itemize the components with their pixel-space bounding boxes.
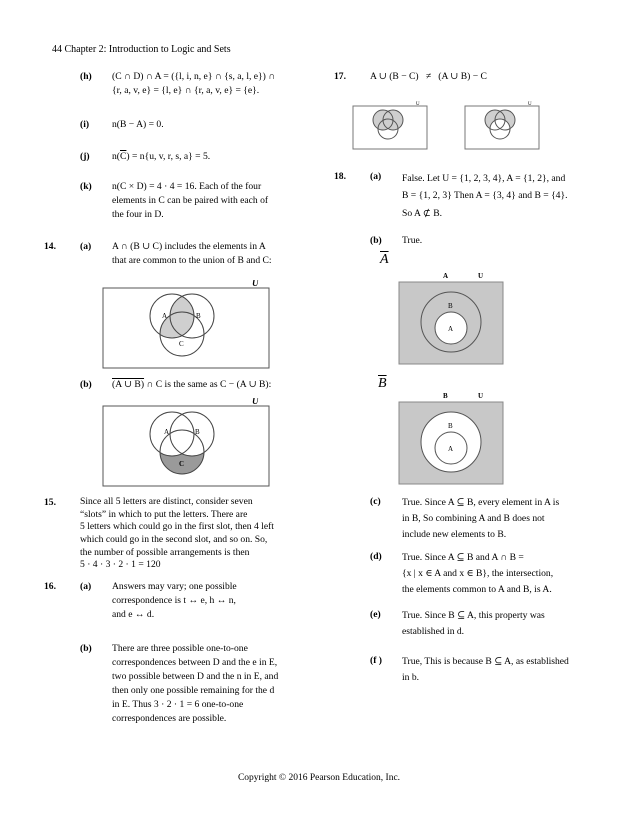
item-text: “slots” in which to put the letters. There are xyxy=(80,508,248,520)
page-header: 44 Chapter 2: Introduction to Logic and Sets xyxy=(52,44,231,55)
figure-title-a-bar xyxy=(380,250,389,270)
item-i xyxy=(80,118,164,132)
item-text: correspondence is t ↔ e, h ↔ n, xyxy=(112,594,236,606)
item-text: correspondences are possible. xyxy=(112,712,227,724)
item-text: the number of possible arrangements is then xyxy=(80,546,250,558)
venn-diagram-14b xyxy=(102,398,272,488)
item-text: the elements common to A and B, is A. xyxy=(402,583,552,595)
item-label: (a) xyxy=(80,581,92,592)
figure-a-complement xyxy=(398,270,508,366)
complement-set: $\overline{C}$ xyxy=(120,151,127,162)
item-text: n(C × D) = 4 · 4 = 16. Each of the four xyxy=(112,181,262,192)
complement-set: (A ∪ B) xyxy=(112,379,145,390)
item-text: A ∪ (B − C) ≠ (A ∪ B) − C xyxy=(370,71,487,82)
question-16b xyxy=(44,642,278,725)
item-text: Since all 5 letters are distinct, consider seven xyxy=(80,496,253,507)
label-b: B xyxy=(195,428,200,436)
question-18e xyxy=(334,608,545,640)
label-b: B xyxy=(448,422,453,430)
item-text: in E. Thus 3 · 2 · 1 = 6 one-to-one xyxy=(112,698,244,710)
item-text: n( xyxy=(112,151,120,162)
item-label: (i) xyxy=(80,119,90,130)
label-a: A xyxy=(162,312,168,320)
item-text: A ∩ (B ∪ C) includes the elements in A xyxy=(112,241,266,252)
label-u: U xyxy=(252,398,259,406)
item-text: the four in D. xyxy=(112,208,164,220)
label-b: B xyxy=(448,302,453,310)
item-text: There are three possible one-to-one xyxy=(112,643,248,654)
item-text: True. Since B ⊆ A, this property was xyxy=(402,610,545,621)
item-j xyxy=(80,150,210,164)
venn-diagram-14a xyxy=(102,280,272,370)
item-text: include new elements to B. xyxy=(402,528,507,540)
item-text: 5 letters which could go in the first slot, then 4 left xyxy=(80,521,274,533)
item-text: elements in C can be paired with each of xyxy=(112,194,269,206)
item-text: 5 · 4 · 3 · 2 · 1 = 120 xyxy=(80,559,161,571)
item-text: and e ↔ d. xyxy=(112,608,155,620)
item-label: (a) xyxy=(370,171,382,182)
label-a: A xyxy=(448,445,454,453)
item-label: (d) xyxy=(370,551,382,562)
item-text: True. Since A ⊆ B, every element in A is xyxy=(402,497,560,508)
item-text: which could go in the second slot, and so on. So, xyxy=(80,533,268,545)
item-text: Answers may vary; one possible xyxy=(112,581,237,592)
label-u: U xyxy=(528,102,532,107)
item-text: in B, So combining A and B does not xyxy=(402,512,545,524)
item-text: then only one possible remaining for the d xyxy=(112,684,275,696)
item-label: (k) xyxy=(80,181,92,192)
question-14b xyxy=(44,378,271,392)
item-label: (h) xyxy=(80,71,92,82)
question-18b xyxy=(334,234,422,248)
label-b: B xyxy=(196,312,201,320)
question-17 xyxy=(334,70,487,84)
item-k xyxy=(80,180,268,222)
item-text: B = {1, 2, 3} Then A = {3, 4} and B = {4}. xyxy=(402,190,568,202)
complement-set: $\overline{A}$ xyxy=(380,252,389,267)
figure-title-b-bar xyxy=(378,374,387,394)
item-text: n(B − A) = 0. xyxy=(112,119,164,130)
question-number: 18. xyxy=(334,171,346,182)
question-15 xyxy=(44,496,274,572)
item-label: (e) xyxy=(370,609,381,620)
question-number: 14. xyxy=(44,241,56,252)
item-text: True. Since A ⊆ B and A ∩ B = xyxy=(402,552,524,563)
question-18f xyxy=(334,654,569,686)
item-label: (j) xyxy=(80,151,90,162)
question-number: 15. xyxy=(44,497,56,508)
complement-set: $\overline{B}$ xyxy=(378,376,387,391)
item-text: {x | x ∈ A and x ∈ B}, the intersection, xyxy=(402,567,554,579)
item-text: True, This is because B ⊆ A, as established xyxy=(402,656,569,667)
item-text: (C ∩ D) ∩ A = ({l, i, n, e} ∩ {s, a, l, e}) ∩ xyxy=(112,71,276,82)
label-a-top: A xyxy=(443,272,449,280)
item-text: True. xyxy=(402,235,423,246)
item-text: So A ⊄ B. xyxy=(402,207,443,219)
question-number: 17. xyxy=(334,71,346,82)
item-text: two possible between D and the n in E, and xyxy=(112,670,279,682)
label-c: C xyxy=(179,340,184,348)
label-a: A xyxy=(164,428,170,436)
question-16a xyxy=(44,580,237,622)
label-u: U xyxy=(478,392,484,400)
item-label: (b) xyxy=(80,643,92,654)
item-label: (b) xyxy=(370,235,382,246)
question-18c xyxy=(334,495,559,542)
item-text: ∩ C is the same as C − (A ∪ B): xyxy=(144,379,272,390)
label-u: U xyxy=(416,102,420,107)
figure-b-complement xyxy=(398,390,508,486)
item-h xyxy=(80,70,275,98)
item-text: False. Let U = {1, 2, 3, 4}, A = {1, 2}, and xyxy=(402,173,566,184)
item-text: {r, a, v, e} = {l, e} ∩ {r, a, v, e} = {e}. xyxy=(112,84,260,96)
item-text: that are common to the union of B and C: xyxy=(112,254,272,266)
item-text: in b. xyxy=(402,671,420,683)
question-14a xyxy=(44,240,272,268)
item-text: correspondences between D and the e in E, xyxy=(112,656,278,668)
label-b-top: B xyxy=(443,392,448,400)
question-18a xyxy=(334,170,567,222)
right-column xyxy=(334,70,596,730)
item-label: (a) xyxy=(80,241,92,252)
label-u: U xyxy=(478,272,484,280)
item-label: (c) xyxy=(370,496,381,507)
question-18d xyxy=(334,550,553,597)
venn-diagram-17-right xyxy=(464,100,540,150)
label-c: C xyxy=(179,460,185,468)
venn-diagram-17-left xyxy=(352,100,428,150)
left-column xyxy=(44,70,314,730)
item-label: (b) xyxy=(80,379,92,390)
label-u: U xyxy=(252,280,259,288)
question-number: 16. xyxy=(44,581,56,592)
copyright-footer: Copyright © 2016 Pearson Education, Inc. xyxy=(237,773,401,783)
label-a: A xyxy=(448,325,454,333)
item-text: ) = n{u, v, r, s, a} = 5. xyxy=(126,151,211,162)
item-text: established in d. xyxy=(402,625,465,637)
item-label: (f ) xyxy=(370,655,382,666)
